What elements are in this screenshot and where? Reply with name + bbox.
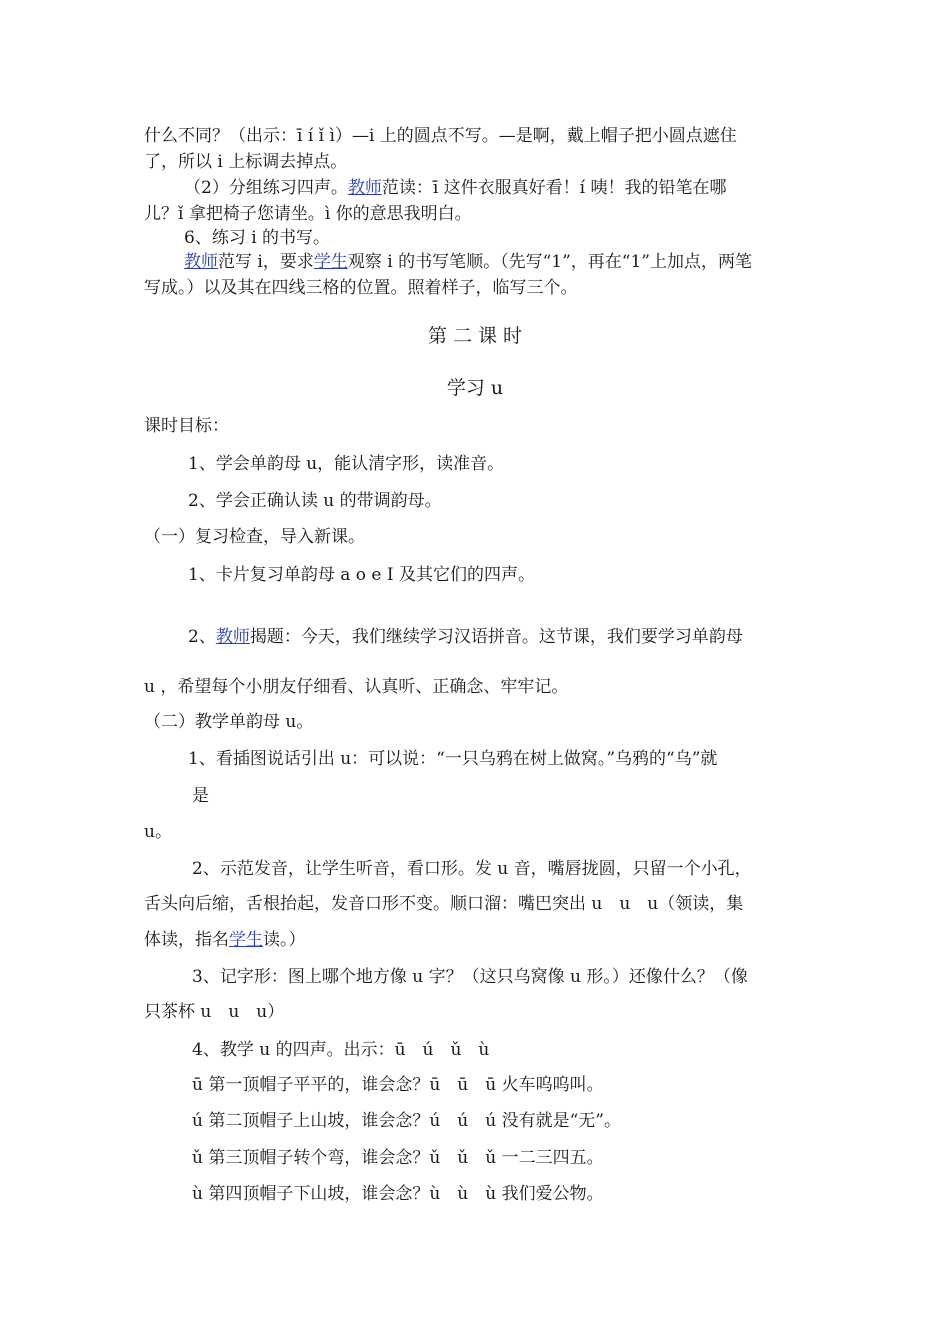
paragraph-text: 儿？ǐ 拿把椅子您请坐。ì 你的意思我明白。 xyxy=(144,204,472,224)
paragraph-text: 6、练习 i 的书写。 xyxy=(184,228,331,248)
paragraph-text: 揭题：今天，我们继续学习汉语拼音。这节课，我们要学习单韵母 xyxy=(249,627,743,647)
tone-line: ū 第一顶帽子平平的，谁会念？ū ū ū 火车呜呜叫。 xyxy=(192,1075,604,1095)
lesson-heading: 第 二 课 时 xyxy=(427,325,523,347)
list-item xyxy=(188,625,743,649)
paragraph-text: 了，所以 i 上标调去掉点。 xyxy=(144,152,348,172)
list-item: 3、记字形：图上哪个地方像 u 字？（这只乌窝像 u 形。）还像什么？（像 xyxy=(192,967,748,987)
teacher-link[interactable]: 教师 xyxy=(347,178,382,198)
paragraph-text: 写成。）以及其在四线三格的位置。照着样子，临写三个。 xyxy=(144,278,578,298)
text-line: 舌头向后缩，舌根抬起，发音口形不变。顺口溜：嘴巴突出 u u u（领读，集 xyxy=(144,894,744,914)
text-line xyxy=(184,176,727,200)
paragraph-text: 2、 xyxy=(188,627,216,647)
text-line: u。 xyxy=(144,822,172,842)
section-heading: （一）复习检查，导入新课。 xyxy=(144,527,365,547)
paragraph-text: 观察 i 的书写笔顺。（先写“1”，再在“1”上加点，两笔 xyxy=(347,252,752,272)
tone-line: ú 第二顶帽子上山坡，谁会念？ú ú ú 没有就是“无”。 xyxy=(192,1111,621,1131)
text-line xyxy=(144,928,306,952)
paragraph-text: 读。） xyxy=(263,930,306,950)
goals-label: 课时目标： xyxy=(144,416,229,436)
teacher-link[interactable]: 教师 xyxy=(184,252,218,272)
text-line xyxy=(144,276,578,300)
text-line: 只茶杯 u u u） xyxy=(144,1002,285,1022)
text-line xyxy=(144,124,737,148)
paragraph-text: （2）分组练习四声。 xyxy=(184,178,348,198)
paragraph-text: 体读，指名 xyxy=(144,930,229,950)
list-item: 2、示范发音，让学生听音，看口形。发 u 音，嘴唇拢圆，只留一个小孔， xyxy=(192,859,752,879)
goal-item: 2、学会正确认读 u 的带调韵母。 xyxy=(188,491,442,511)
text-line xyxy=(144,202,472,226)
student-link[interactable]: 学生 xyxy=(313,252,348,272)
list-item: 1、卡片复习单韵母 a o e I 及其它们的四声。 xyxy=(188,565,535,585)
paragraph-text: 什么不同？（出示：ī í ǐ ì）—i 上的圆点不写。—是啊，戴上帽子把小圆点遮住 xyxy=(144,126,737,146)
text-line xyxy=(184,226,330,250)
paragraph-text: 范写 i，要求 xyxy=(218,252,314,272)
text-line xyxy=(184,250,752,274)
list-item: 4、教学 u 的四声。出示：ū ú ǔ ù xyxy=(192,1040,490,1060)
goal-item: 1、学会单韵母 u，能认清字形，读准音。 xyxy=(188,454,505,474)
tone-line: ù 第四顶帽子下山坡，谁会念？ù ù ù 我们爱公物。 xyxy=(192,1184,604,1204)
text-line: 是 xyxy=(192,786,209,806)
topic-heading: 学习 u xyxy=(446,377,504,399)
text-line: u ，希望每个小朋友仔细看、认真听、正确念、牢牢记。 xyxy=(144,677,569,697)
paragraph-text: 范读：ī 这件衣服真好看！í 咦！我的铅笔在哪 xyxy=(381,178,727,198)
tone-line: ǔ 第三顶帽子转个弯，谁会念？ǔ ǔ ǔ 一二三四五。 xyxy=(192,1148,604,1168)
student-link[interactable]: 学生 xyxy=(229,930,263,950)
section-heading: （二）教学单韵母 u。 xyxy=(144,712,314,732)
text-line xyxy=(144,150,347,174)
list-item: 1、看插图说话引出 u：可以说：“一只乌鸦在树上做窝。”乌鸦的“乌”就 xyxy=(188,749,718,769)
teacher-link[interactable]: 教师 xyxy=(215,627,250,647)
